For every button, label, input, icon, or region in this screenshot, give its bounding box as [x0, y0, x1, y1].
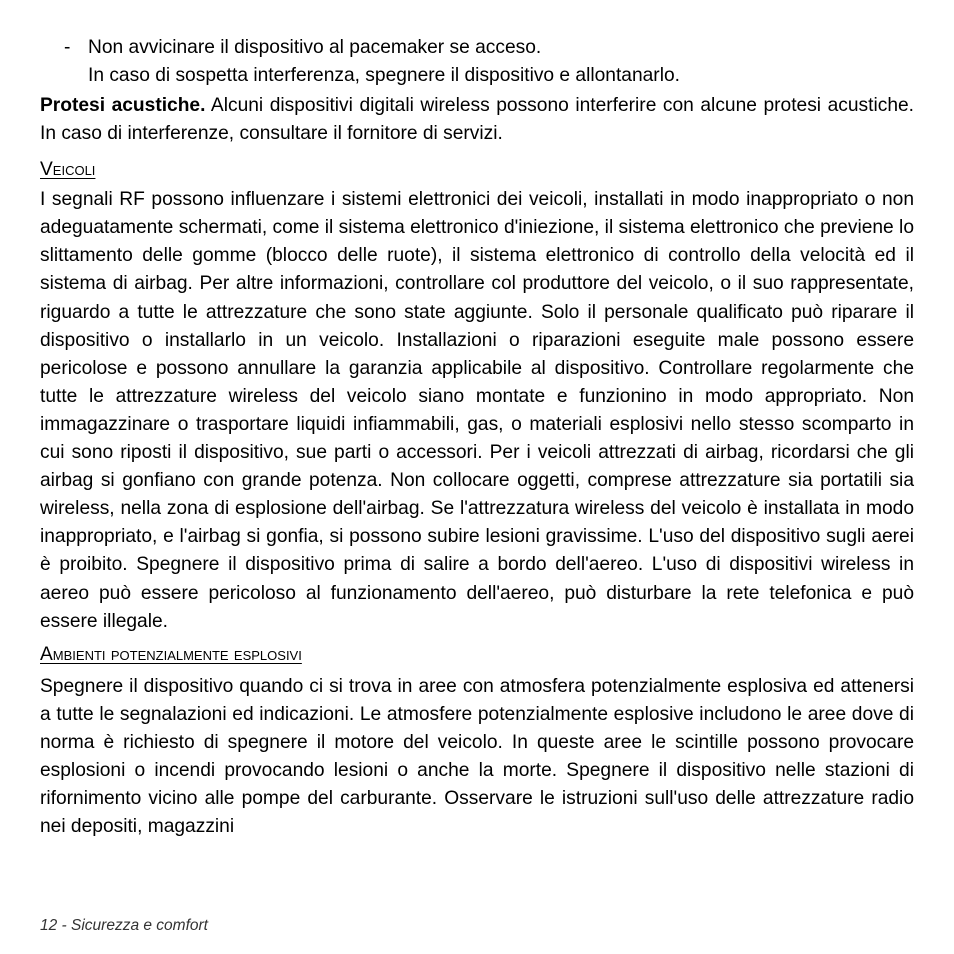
bullet-line-2: In caso di sospetta interferenza, spegnere il dispositivo e allontanarlo.	[88, 65, 680, 86]
explosive-heading: Ambienti potenzialmente esplosivi	[40, 643, 302, 665]
pacemaker-bullet	[40, 34, 914, 90]
page-footer: 12 - Sicurezza e comfort	[40, 917, 208, 934]
bullet-line-1: Non avvicinare il dispositivo al pacemaker se acceso.	[88, 37, 542, 58]
bullet-dash: -	[64, 37, 71, 58]
page-content	[40, 34, 914, 841]
hearing-aids-lead: Protesi acustiche.	[40, 95, 206, 116]
hearing-aids-paragraph	[40, 92, 914, 148]
hearing-aids-text: Alcuni dispositivi digitali wireless possono interferire con alcune protesi acustiche. In caso di interferenze, consultare il fornitore di servizi.	[40, 95, 914, 145]
vehicles-heading: Veicoli	[40, 159, 96, 181]
vehicles-paragraph: I segnali RF possono influenzare i sistemi elettronici dei veicoli, installati in modo inappropriato o non adeguatamente schermati, come il sistema elettronico d'iniezione, il sistema elettronico che previene lo slittamento delle gomme (blocco delle ruote), il sistema elettronico di controllo della velocità ed il sistema di airbag. Per altre informazioni, controllare col produttore del veicolo, o il suo rappresentate, riguardo a tutte le attrezzature che sono state aggiunte. Solo il personale qualificato può riparare il dispositivo o installarlo in un veicolo. Installazioni o riparazioni eseguite male possono essere pericolose e possono annullare la garanzia applicabile al dispositivo. Controllare regolarmente che tutte le attrezzature wireless del veicolo siano montate e funzionino in modo appropriato. Non immagazzinare o trasportare liquidi infiammabili, gas, o materiali esplosivi nello stesso scomparto in cui sono riposti il dispositivo, sue parti o accessori. Per i veicoli attrezzati di airbag, ricordarsi che gli airbag si gonfiano con grande potenza. Non collocare oggetti, comprese attrezzature sia portatili sia wireless, nella zona di esplosione dell'airbag. Se l'attrezzatura wireless del veicolo è installata in modo inappropriato, e l'airbag si gonfia, si possono subire lesioni gravissime. L'uso del dispositivo sugli aerei è proibito. Spegnere il dispositivo prima di salire a bordo dell'aereo. L'uso di dispositivi wireless in aereo può essere pericoloso al funzionamento dell'aereo, può disturbare la rete telefonica e può essere illegale.	[40, 189, 914, 632]
explosive-paragraph: Spegnere il dispositivo quando ci si trova in aree con atmosfera potenzialmente esplosiva ed attenersi a tutte le segnalazioni ed indicazioni. Le atmosfere potenzialmente esplosive includono le aree dove di norma è richiesto di spegnere il motore del veicolo. In queste aree le scintille possono provocare esplosioni o incendi provocando lesioni o anche la morte. Spegnere il dispositivo nelle stazioni di rifornimento vicino alle pompe del carburante. Osservare le istruzioni sull'uso delle attrezzature radio nei depositi, magazzini	[40, 675, 914, 838]
